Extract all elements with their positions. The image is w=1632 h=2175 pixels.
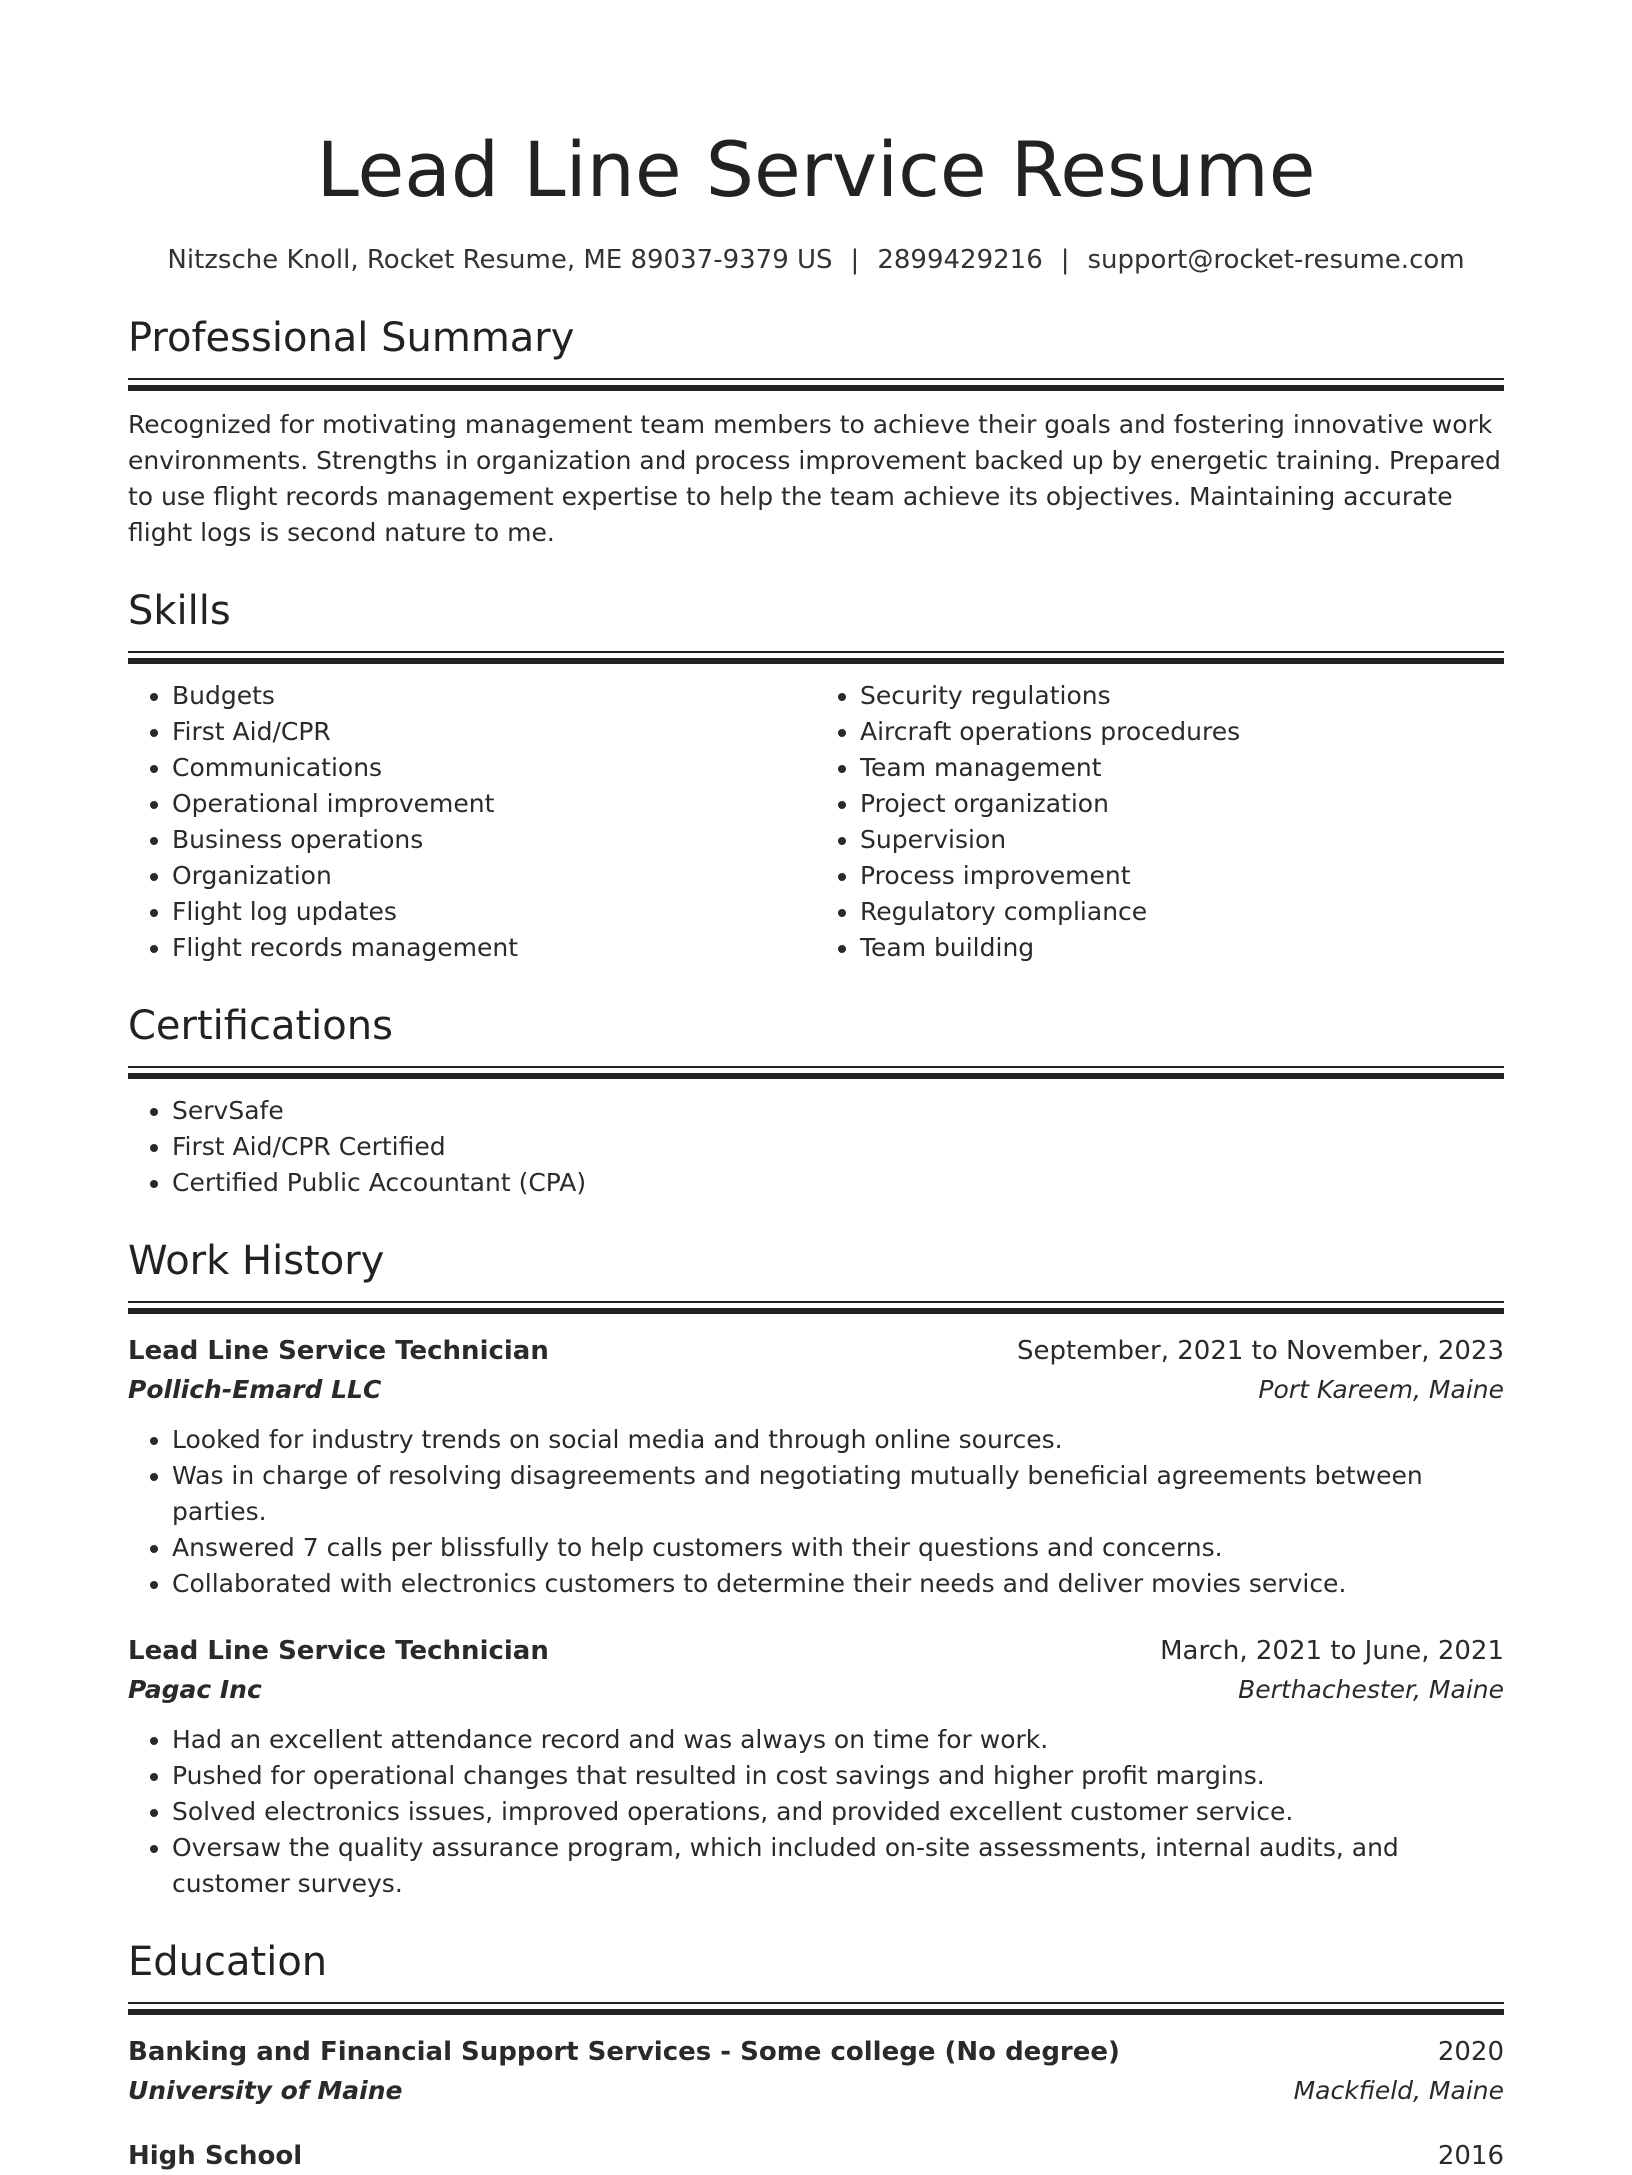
section-divider — [128, 1301, 1504, 1303]
job-entry — [128, 1332, 1504, 1602]
education-entry — [128, 2033, 1504, 2111]
skill-item: • Aircraft operations procedures — [860, 714, 1504, 750]
contact-email: support@rocket-resume.com — [1087, 245, 1465, 275]
job-bullet: • Looked for industry trends on social media and through online sources. — [172, 1422, 1504, 1458]
job-bullets — [128, 1422, 1504, 1602]
skill-item: • Regulatory compliance — [860, 894, 1504, 930]
contact-separator: | — [850, 245, 860, 275]
education-year: 2016 — [1437, 2141, 1504, 2171]
section-divider — [128, 1066, 1504, 1068]
section-divider — [128, 378, 1504, 380]
skill-item: • Security regulations — [860, 678, 1504, 714]
job-header-row — [128, 1632, 1504, 1670]
section-divider-thick — [128, 1073, 1504, 1079]
contact-line — [128, 242, 1504, 278]
job-bullet: • Oversaw the quality assurance program, which included on-site assessments, internal audits, and customer surveys. — [172, 1830, 1504, 1902]
skill-item: • Organization — [172, 858, 816, 894]
job-location: Port Kareem, Maine — [1258, 1375, 1504, 1404]
skills-list-right — [816, 678, 1504, 966]
job-entry — [128, 1632, 1504, 1902]
education-year: 2020 — [1437, 2037, 1504, 2067]
certification-item: • Certified Public Accountant (CPA) — [172, 1165, 1504, 1201]
skill-item: • Process improvement — [860, 858, 1504, 894]
skills-heading: Skills — [128, 588, 231, 634]
certifications-list — [128, 1093, 1504, 1201]
section-divider-thick — [128, 2009, 1504, 2015]
contact-separator: | — [1060, 245, 1070, 275]
job-dates: September, 2021 to November, 2023 — [1017, 1336, 1504, 1366]
skill-item: • Project organization — [860, 786, 1504, 822]
skill-item: • Business operations — [172, 822, 816, 858]
job-bullet: • Had an excellent attendance record and was always on time for work. — [172, 1722, 1504, 1758]
job-title: Lead Line Service Technician — [128, 1636, 549, 1666]
job-bullet: • Answered 7 calls per blissfully to help customers with their questions and concerns. — [172, 1530, 1504, 1566]
education-header-row — [128, 2137, 1504, 2175]
education-degree: High School — [128, 2141, 303, 2171]
work-history-heading: Work History — [128, 1238, 385, 1284]
skill-item: • Budgets — [172, 678, 816, 714]
certification-item: • First Aid/CPR Certified — [172, 1129, 1504, 1165]
contact-address: Nitzsche Knoll, Rocket Resume, ME 89037-9379 US — [167, 245, 833, 275]
job-company: Pollich-Emard LLC — [128, 1375, 382, 1404]
education-section — [128, 1936, 1504, 2175]
summary-text: Recognized for motivating management team members to achieve their goals and fostering innovative work environments. Strengths in organization and process improvement backed up by energetic training. Prepared to use flight records management expertise to help the team achieve its objectives. Maintaining accurate flight logs is second nature to me. — [128, 410, 1501, 547]
job-bullet: • Pushed for operational changes that resulted in cost savings and higher profit margins. — [172, 1758, 1504, 1794]
skill-item: • Flight records management — [172, 930, 816, 966]
skill-item: • Operational improvement — [172, 786, 816, 822]
skills-list-left — [128, 678, 816, 966]
section-divider — [128, 651, 1504, 653]
skill-item: • First Aid/CPR — [172, 714, 816, 750]
education-entry — [128, 2137, 1504, 2175]
summary-section — [128, 312, 1504, 551]
job-bullets — [128, 1722, 1504, 1902]
section-divider — [128, 2002, 1504, 2004]
work-history-section — [128, 1235, 1504, 1902]
certification-item: • ServSafe — [172, 1093, 1504, 1129]
job-header-row — [128, 1332, 1504, 1370]
skill-item: • Team management — [860, 750, 1504, 786]
education-heading: Education — [128, 1939, 328, 1985]
resume-title: Lead Line Service Resume — [316, 125, 1316, 214]
skill-item: • Supervision — [860, 822, 1504, 858]
skill-item: • Team building — [860, 930, 1504, 966]
skills-columns — [128, 664, 1504, 966]
education-degree: Banking and Financial Support Services - Some college (No degree) — [128, 2037, 1120, 2067]
education-header-row — [128, 2033, 1504, 2071]
job-bullet: • Was in charge of resolving disagreements and negotiating mutually beneficial agreements between parties. — [172, 1458, 1504, 1530]
section-divider-thick — [128, 1308, 1504, 1314]
job-dates: March, 2021 to June, 2021 — [1160, 1636, 1504, 1666]
education-location: Mackfield, Maine — [1293, 2076, 1504, 2105]
skill-item: • Communications — [172, 750, 816, 786]
job-bullet: • Collaborated with electronics customers to determine their needs and deliver movies service. — [172, 1566, 1504, 1602]
job-company-row — [128, 1670, 1504, 1710]
job-title: Lead Line Service Technician — [128, 1336, 549, 1366]
section-divider-thick — [128, 385, 1504, 391]
education-school: University of Maine — [128, 2076, 403, 2105]
job-company-row — [128, 1370, 1504, 1410]
certifications-section — [128, 1000, 1504, 1201]
education-school-row — [128, 2071, 1504, 2111]
certifications-heading: Certifications — [128, 1003, 393, 1049]
job-location: Berthachester, Maine — [1238, 1675, 1504, 1704]
summary-heading: Professional Summary — [128, 315, 575, 361]
job-company: Pagac Inc — [128, 1675, 262, 1704]
skill-item: • Flight log updates — [172, 894, 816, 930]
skills-section — [128, 585, 1504, 966]
contact-phone: 2899429216 — [877, 245, 1043, 275]
job-bullet: • Solved electronics issues, improved operations, and provided excellent customer service. — [172, 1794, 1504, 1830]
